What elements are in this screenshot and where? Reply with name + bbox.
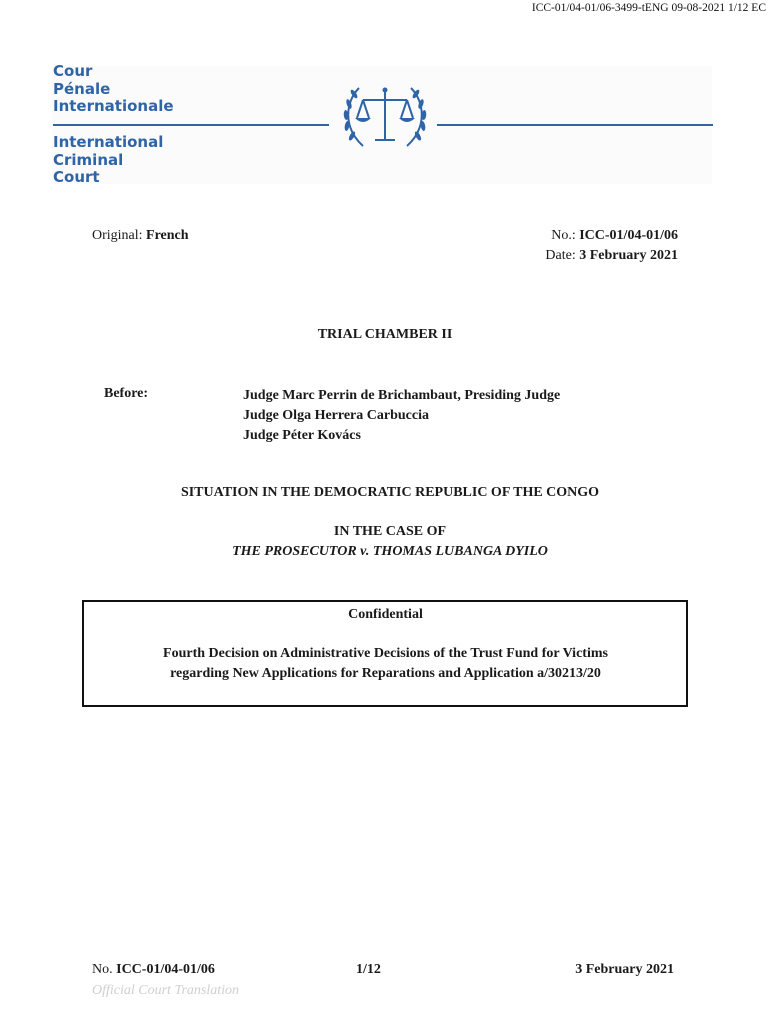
original-label: Original: xyxy=(92,228,143,243)
logo-fr-line: Pénale xyxy=(53,79,111,98)
judge-name: Judge Péter Kovács xyxy=(243,428,361,443)
footer-no-label: No. xyxy=(92,962,113,977)
logo-divider-left xyxy=(53,124,329,126)
original-value: French xyxy=(146,228,189,243)
classification-label: Confidential xyxy=(348,607,423,622)
date-value: 3 February 2021 xyxy=(579,248,678,263)
decision-title-line: regarding New Applications for Reparations and Application a/30213/20 xyxy=(170,666,601,681)
case-number xyxy=(551,228,678,244)
logo-en-line: Criminal xyxy=(53,150,124,169)
logo-fr-line: Internationale xyxy=(53,97,174,115)
case-number-value: ICC-01/04-01/06 xyxy=(579,228,678,243)
case-heading: IN THE CASE OF xyxy=(333,524,447,539)
document-stamp: ICC-01/04-01/06-3499-tENG 09-08-2021 1/12 EC xyxy=(531,2,766,14)
logo-en-line: International xyxy=(53,133,164,151)
scales-of-justice-emblem-icon xyxy=(337,80,433,156)
page-number: 1/12 xyxy=(356,962,381,977)
logo-divider-right xyxy=(437,124,713,126)
original-language xyxy=(92,228,189,244)
judge-name: Judge Marc Perrin de Brichambaut, Presiding Judge xyxy=(243,388,561,403)
case-title: THE PROSECUTOR v. THOMAS LUBANGA DYILO xyxy=(232,544,548,559)
judge-name: Judge Olga Herrera Carbuccia xyxy=(243,408,429,423)
logo-text-french xyxy=(53,63,174,116)
situation-heading: SITUATION IN THE DEMOCRATIC REPUBLIC OF THE CONGO xyxy=(180,485,600,500)
judges-list xyxy=(243,386,560,446)
decision-title-line: Fourth Decision on Administrative Decisions of the Trust Fund for Victims xyxy=(163,646,608,661)
footer-no-value: ICC-01/04-01/06 xyxy=(116,962,215,977)
translation-watermark: Official Court Translation xyxy=(92,983,240,998)
logo-fr-line: Cour xyxy=(53,62,93,80)
logo-en-line: Court xyxy=(53,168,100,186)
logo-text-english xyxy=(53,134,163,187)
footer-case-number xyxy=(92,962,215,978)
chamber-heading: TRIAL CHAMBER II xyxy=(317,327,453,342)
date-label: Date: xyxy=(545,248,576,263)
case-number-label: No.: xyxy=(551,228,576,243)
document-date xyxy=(545,248,678,264)
footer-date: 3 February 2021 xyxy=(575,962,674,977)
before-label: Before: xyxy=(104,386,149,401)
